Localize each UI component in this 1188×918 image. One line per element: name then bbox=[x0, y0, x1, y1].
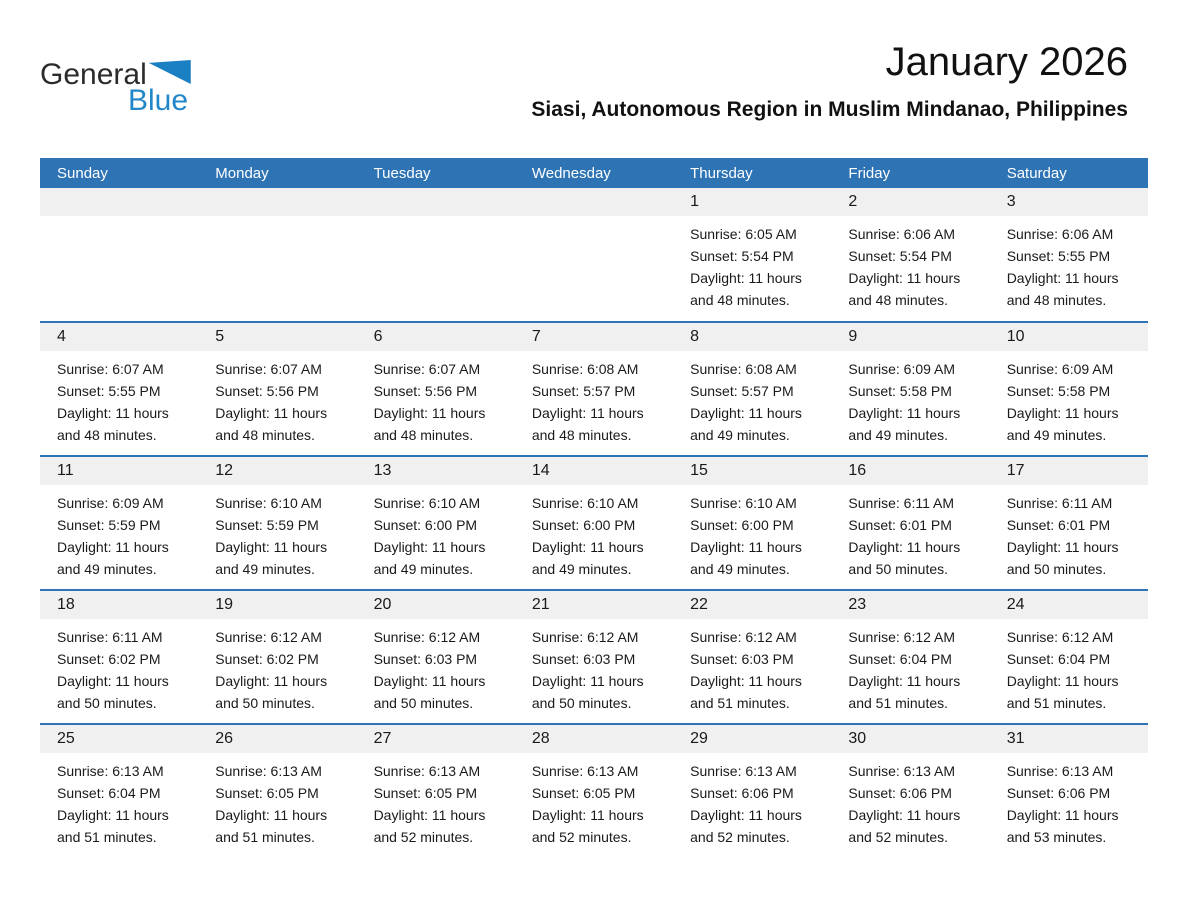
calendar-day-cell bbox=[515, 322, 673, 456]
calendar-table bbox=[40, 158, 1148, 858]
calendar-week-row bbox=[40, 590, 1148, 724]
calendar-day-cell bbox=[515, 724, 673, 858]
calendar-empty-cell bbox=[357, 188, 515, 322]
day-number: 11 bbox=[40, 457, 198, 485]
sunset-line: Sunset: 5:59 PM bbox=[215, 517, 319, 533]
daylight-line: Daylight: 11 hours and 51 minutes. bbox=[848, 673, 961, 711]
day-details bbox=[673, 216, 831, 311]
day-number: 18 bbox=[40, 591, 198, 619]
sunrise-line: Sunrise: 6:12 AM bbox=[373, 629, 481, 645]
calendar-day-cell bbox=[831, 322, 989, 456]
day-details bbox=[515, 619, 673, 714]
calendar-week-row bbox=[40, 322, 1148, 456]
weekday-header-friday: Friday bbox=[848, 164, 891, 182]
weekday-header-tuesday: Tuesday bbox=[373, 164, 431, 182]
sunset-line: Sunset: 5:55 PM bbox=[57, 383, 161, 399]
sunrise-line: Sunrise: 6:13 AM bbox=[1006, 763, 1114, 779]
sunrise-line: Sunrise: 6:11 AM bbox=[57, 629, 163, 645]
sunrise-line: Sunrise: 6:13 AM bbox=[373, 763, 481, 779]
day-details bbox=[357, 619, 515, 714]
weekday-header-monday: Monday bbox=[215, 164, 269, 182]
sunset-line: Sunset: 6:04 PM bbox=[848, 651, 952, 667]
sunrise-line: Sunrise: 6:12 AM bbox=[848, 629, 956, 645]
day-number: 22 bbox=[673, 591, 831, 619]
daylight-line: Daylight: 11 hours and 48 minutes. bbox=[690, 270, 802, 308]
sunrise-line: Sunrise: 6:06 AM bbox=[1006, 226, 1114, 242]
daylight-line: Daylight: 11 hours and 48 minutes. bbox=[848, 270, 961, 308]
day-number-empty bbox=[198, 188, 356, 216]
day-details bbox=[831, 619, 989, 714]
logo-triangle-icon bbox=[149, 60, 191, 84]
month-title: January 2026 bbox=[885, 40, 1128, 84]
calendar-week-row bbox=[40, 724, 1148, 858]
calendar-day-cell bbox=[990, 724, 1148, 858]
day-details bbox=[990, 485, 1148, 580]
sunset-line: Sunset: 6:06 PM bbox=[690, 785, 794, 801]
calendar-day-cell bbox=[831, 590, 989, 724]
sunset-line: Sunset: 6:00 PM bbox=[531, 517, 636, 533]
calendar-day-cell bbox=[515, 590, 673, 724]
sunset-line: Sunset: 6:00 PM bbox=[690, 517, 794, 533]
day-details bbox=[831, 753, 989, 848]
daylight-line: Daylight: 11 hours and 50 minutes. bbox=[531, 673, 644, 711]
calendar-day-cell bbox=[673, 724, 831, 858]
day-details bbox=[40, 619, 198, 714]
daylight-line: Daylight: 11 hours and 51 minutes. bbox=[215, 807, 328, 845]
calendar-day-cell bbox=[673, 322, 831, 456]
day-details bbox=[357, 485, 515, 580]
sunrise-line: Sunrise: 6:10 AM bbox=[215, 495, 322, 511]
daylight-line: Daylight: 11 hours and 52 minutes. bbox=[690, 807, 802, 845]
day-number: 8 bbox=[673, 323, 831, 351]
daylight-line: Daylight: 11 hours and 50 minutes. bbox=[57, 673, 169, 711]
day-number: 13 bbox=[357, 457, 515, 485]
daylight-line: Daylight: 11 hours and 48 minutes. bbox=[215, 405, 328, 443]
daylight-line: Daylight: 11 hours and 52 minutes. bbox=[848, 807, 961, 845]
day-number: 23 bbox=[831, 591, 989, 619]
day-number: 26 bbox=[198, 725, 356, 753]
sunset-line: Sunset: 5:56 PM bbox=[215, 383, 319, 399]
day-number: 25 bbox=[40, 725, 198, 753]
day-details bbox=[198, 351, 356, 446]
day-details bbox=[831, 216, 989, 311]
daylight-line: Daylight: 11 hours and 50 minutes. bbox=[373, 673, 486, 711]
location-subtitle: Siasi, Autonomous Region in Muslim Mindanao, Philippines bbox=[531, 98, 1128, 121]
sunrise-line: Sunrise: 6:09 AM bbox=[1006, 361, 1114, 377]
sunset-line: Sunset: 5:58 PM bbox=[848, 383, 952, 399]
sunrise-line: Sunrise: 6:05 AM bbox=[690, 226, 797, 242]
day-number: 12 bbox=[198, 457, 356, 485]
page-header bbox=[40, 0, 1148, 158]
calendar-day-cell bbox=[990, 322, 1148, 456]
calendar-empty-cell bbox=[198, 188, 356, 322]
daylight-line: Daylight: 11 hours and 49 minutes. bbox=[690, 539, 802, 577]
calendar-day-cell bbox=[40, 724, 198, 858]
sunrise-line: Sunrise: 6:09 AM bbox=[57, 495, 164, 511]
sunset-line: Sunset: 6:01 PM bbox=[1006, 517, 1111, 533]
sunset-line: Sunset: 5:58 PM bbox=[1006, 383, 1111, 399]
sunset-line: Sunset: 5:54 PM bbox=[690, 248, 794, 264]
sunset-line: Sunset: 6:03 PM bbox=[373, 651, 478, 667]
sunrise-line: Sunrise: 6:13 AM bbox=[215, 763, 322, 779]
day-details bbox=[673, 351, 831, 446]
day-details bbox=[198, 619, 356, 714]
day-number: 6 bbox=[357, 323, 515, 351]
sunset-line: Sunset: 6:05 PM bbox=[215, 785, 319, 801]
day-number: 15 bbox=[673, 457, 831, 485]
daylight-line: Daylight: 11 hours and 49 minutes. bbox=[215, 539, 328, 577]
sunrise-line: Sunrise: 6:10 AM bbox=[690, 495, 797, 511]
day-details bbox=[515, 351, 673, 446]
daylight-line: Daylight: 11 hours and 48 minutes. bbox=[373, 405, 486, 443]
daylight-line: Daylight: 11 hours and 49 minutes. bbox=[57, 539, 169, 577]
calendar-day-cell bbox=[831, 456, 989, 590]
calendar-day-cell bbox=[831, 188, 989, 322]
day-details bbox=[198, 753, 356, 848]
sunset-line: Sunset: 5:57 PM bbox=[690, 383, 794, 399]
sunset-line: Sunset: 6:00 PM bbox=[373, 517, 478, 533]
day-number: 9 bbox=[831, 323, 989, 351]
calendar-day-cell bbox=[198, 322, 356, 456]
sunrise-line: Sunrise: 6:13 AM bbox=[57, 763, 164, 779]
day-details bbox=[990, 619, 1148, 714]
sunrise-line: Sunrise: 6:07 AM bbox=[57, 361, 164, 377]
sunset-line: Sunset: 6:06 PM bbox=[848, 785, 952, 801]
day-details bbox=[990, 216, 1148, 311]
day-details bbox=[831, 485, 989, 580]
calendar-day-cell bbox=[357, 590, 515, 724]
day-number-empty bbox=[357, 188, 515, 216]
day-details bbox=[515, 753, 673, 848]
calendar-day-cell bbox=[515, 456, 673, 590]
calendar-empty-cell bbox=[40, 188, 198, 322]
day-details bbox=[357, 351, 515, 446]
calendar-day-cell bbox=[357, 456, 515, 590]
day-details bbox=[673, 753, 831, 848]
day-details bbox=[40, 753, 198, 848]
day-number: 10 bbox=[990, 323, 1148, 351]
sunset-line: Sunset: 6:05 PM bbox=[531, 785, 636, 801]
sunrise-line: Sunrise: 6:10 AM bbox=[373, 495, 481, 511]
day-details bbox=[990, 351, 1148, 446]
day-number: 2 bbox=[831, 188, 989, 216]
calendar-day-cell bbox=[673, 188, 831, 322]
calendar-day-cell bbox=[831, 724, 989, 858]
weekday-header-wednesday: Wednesday bbox=[531, 164, 611, 182]
weekday-header-row bbox=[40, 158, 1148, 188]
sunrise-line: Sunrise: 6:12 AM bbox=[690, 629, 797, 645]
calendar-day-cell bbox=[357, 322, 515, 456]
calendar-day-cell bbox=[198, 456, 356, 590]
calendar-day-cell bbox=[990, 188, 1148, 322]
sunset-line: Sunset: 6:02 PM bbox=[57, 651, 161, 667]
day-number: 7 bbox=[515, 323, 673, 351]
daylight-line: Daylight: 11 hours and 49 minutes. bbox=[848, 405, 961, 443]
daylight-line: Daylight: 11 hours and 50 minutes. bbox=[1006, 539, 1119, 577]
logo-text-blue: Blue bbox=[128, 84, 189, 117]
sunset-line: Sunset: 5:56 PM bbox=[373, 383, 478, 399]
sunset-line: Sunset: 5:57 PM bbox=[531, 383, 636, 399]
sunset-line: Sunset: 5:54 PM bbox=[848, 248, 952, 264]
calendar-day-cell bbox=[673, 456, 831, 590]
daylight-line: Daylight: 11 hours and 52 minutes. bbox=[531, 807, 644, 845]
day-number: 24 bbox=[990, 591, 1148, 619]
sunrise-line: Sunrise: 6:08 AM bbox=[690, 361, 797, 377]
day-number: 3 bbox=[990, 188, 1148, 216]
daylight-line: Daylight: 11 hours and 50 minutes. bbox=[848, 539, 961, 577]
day-number: 17 bbox=[990, 457, 1148, 485]
daylight-line: Daylight: 11 hours and 48 minutes. bbox=[57, 405, 169, 443]
weekday-header-thursday: Thursday bbox=[690, 164, 753, 182]
day-details bbox=[198, 485, 356, 580]
calendar-week-row bbox=[40, 188, 1148, 322]
sunrise-line: Sunrise: 6:13 AM bbox=[531, 763, 639, 779]
sunset-line: Sunset: 6:05 PM bbox=[373, 785, 478, 801]
sunrise-line: Sunrise: 6:10 AM bbox=[531, 495, 639, 511]
calendar-empty-cell bbox=[515, 188, 673, 322]
day-number: 4 bbox=[40, 323, 198, 351]
weekday-header-sunday: Sunday bbox=[57, 164, 108, 182]
day-number: 31 bbox=[990, 725, 1148, 753]
day-details bbox=[515, 485, 673, 580]
sunset-line: Sunset: 6:04 PM bbox=[57, 785, 161, 801]
sunset-line: Sunset: 6:02 PM bbox=[215, 651, 319, 667]
day-number: 16 bbox=[831, 457, 989, 485]
day-details bbox=[673, 485, 831, 580]
day-number: 30 bbox=[831, 725, 989, 753]
sunrise-line: Sunrise: 6:06 AM bbox=[848, 226, 956, 242]
calendar-day-cell bbox=[357, 724, 515, 858]
daylight-line: Daylight: 11 hours and 50 minutes. bbox=[215, 673, 328, 711]
day-details bbox=[831, 351, 989, 446]
daylight-line: Daylight: 11 hours and 48 minutes. bbox=[1006, 270, 1119, 308]
sunrise-line: Sunrise: 6:13 AM bbox=[690, 763, 797, 779]
title-block bbox=[191, 22, 1148, 122]
sunrise-line: Sunrise: 6:11 AM bbox=[1006, 495, 1113, 511]
calendar-day-cell bbox=[40, 590, 198, 724]
sunset-line: Sunset: 6:03 PM bbox=[531, 651, 636, 667]
day-number-empty bbox=[40, 188, 198, 216]
daylight-line: Daylight: 11 hours and 49 minutes. bbox=[1006, 405, 1119, 443]
calendar-week-row bbox=[40, 456, 1148, 590]
sunset-line: Sunset: 5:59 PM bbox=[57, 517, 161, 533]
day-details bbox=[357, 753, 515, 848]
day-number: 19 bbox=[198, 591, 356, 619]
calendar-day-cell bbox=[198, 590, 356, 724]
sunrise-line: Sunrise: 6:13 AM bbox=[848, 763, 956, 779]
daylight-line: Daylight: 11 hours and 51 minutes. bbox=[690, 673, 802, 711]
day-details bbox=[40, 485, 198, 580]
daylight-line: Daylight: 11 hours and 53 minutes. bbox=[1006, 807, 1119, 845]
day-number: 1 bbox=[673, 188, 831, 216]
sunrise-line: Sunrise: 6:08 AM bbox=[531, 361, 639, 377]
sunrise-line: Sunrise: 6:07 AM bbox=[215, 361, 322, 377]
day-details bbox=[40, 351, 198, 446]
day-number: 29 bbox=[673, 725, 831, 753]
general-blue-logo bbox=[40, 22, 191, 116]
daylight-line: Daylight: 11 hours and 49 minutes. bbox=[531, 539, 644, 577]
day-number: 5 bbox=[198, 323, 356, 351]
sunrise-line: Sunrise: 6:11 AM bbox=[848, 495, 954, 511]
sunset-line: Sunset: 5:55 PM bbox=[1006, 248, 1111, 264]
day-number: 28 bbox=[515, 725, 673, 753]
calendar-day-cell bbox=[198, 724, 356, 858]
day-number: 27 bbox=[357, 725, 515, 753]
calendar-day-cell bbox=[40, 322, 198, 456]
daylight-line: Daylight: 11 hours and 49 minutes. bbox=[690, 405, 802, 443]
sunrise-line: Sunrise: 6:12 AM bbox=[531, 629, 639, 645]
calendar-day-cell bbox=[673, 590, 831, 724]
sunrise-line: Sunrise: 6:12 AM bbox=[1006, 629, 1114, 645]
calendar-day-cell bbox=[990, 590, 1148, 724]
daylight-line: Daylight: 11 hours and 51 minutes. bbox=[1006, 673, 1119, 711]
day-number: 21 bbox=[515, 591, 673, 619]
sunset-line: Sunset: 6:01 PM bbox=[848, 517, 952, 533]
day-number-empty bbox=[515, 188, 673, 216]
day-number: 14 bbox=[515, 457, 673, 485]
sunset-line: Sunset: 6:03 PM bbox=[690, 651, 794, 667]
day-details bbox=[990, 753, 1148, 848]
day-number: 20 bbox=[357, 591, 515, 619]
calendar-day-cell bbox=[990, 456, 1148, 590]
sunrise-line: Sunrise: 6:07 AM bbox=[373, 361, 481, 377]
weekday-header-saturday: Saturday bbox=[1006, 164, 1067, 182]
sunset-line: Sunset: 6:04 PM bbox=[1006, 651, 1111, 667]
sunrise-line: Sunrise: 6:12 AM bbox=[215, 629, 322, 645]
calendar-head bbox=[40, 158, 1148, 188]
daylight-line: Daylight: 11 hours and 52 minutes. bbox=[373, 807, 486, 845]
calendar-body bbox=[40, 188, 1148, 858]
daylight-line: Daylight: 11 hours and 51 minutes. bbox=[57, 807, 169, 845]
sunrise-line: Sunrise: 6:09 AM bbox=[848, 361, 956, 377]
calendar-day-cell bbox=[40, 456, 198, 590]
day-details bbox=[673, 619, 831, 714]
sunset-line: Sunset: 6:06 PM bbox=[1006, 785, 1111, 801]
daylight-line: Daylight: 11 hours and 48 minutes. bbox=[531, 405, 644, 443]
logo-general-label: General bbox=[40, 58, 147, 91]
daylight-line: Daylight: 11 hours and 49 minutes. bbox=[373, 539, 486, 577]
